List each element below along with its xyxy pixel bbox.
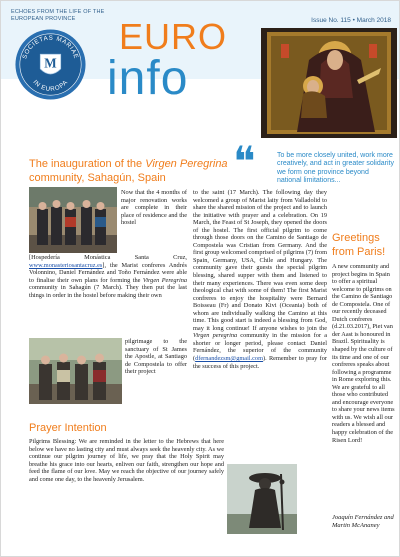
article-text-3: community in Sahagún (7 March). They then put the last things in order in the hostel before making their own xyxy=(29,284,187,299)
svg-text:IN EUROPA: IN EUROPA xyxy=(31,78,70,93)
madonna-icon-image xyxy=(261,28,397,138)
hostel-website-link[interactable]: www.monasteriosantacruz.es xyxy=(29,261,103,269)
svg-text:M: M xyxy=(44,55,57,71)
col2-text-1: to the saint (17 March). The following day they welcomed a group of Marist laity from Valladolid to share the shared mission of the project and to launch the initiative with prayer and a celebration. On 19 March, the Feast of St Joseph, they opened the doors of the hostel. The first official pilgrim to come through those doors on the Camino de Santiago de Compostela was Cristian from Germany. And the first group welcomed comprised of pilgrims (7) from Spain, Germany, USA, Chile and Hungary. The community gave their guests the special pilgrim blessing, shared supper with them and listened to their many experiences. There was even some deep theological chat with some of them! The first Marist confreres to enjoy the hospitality were Bernard Boisseau (Fr) and Donato Kivi (Oceania) both of whom are individually walking the Camino at this time. This good start is indeed a blessing from God, may it long continue! If anyone wishes to join the xyxy=(193,189,327,332)
editors-signature: Joaquín Fernández and Martin McAnaney xyxy=(332,514,394,529)
col2-text-2: community in the mission for a shorter or longer period, please contact Daniel Fernández, the superior of the community ( xyxy=(193,332,327,363)
pilgrims-photo xyxy=(29,338,122,404)
issue-number: Issue No. 115 • March 2018 xyxy=(311,17,391,24)
article-text-em: Virgen Peregrina xyxy=(142,276,187,284)
article-heading-em: Virgen Peregrina xyxy=(145,158,228,170)
article-text-2: ], the Marist confreres Andrés Volonnino, Daniel Fernández and Toño Fernández were able to finalise their own plans for forming the xyxy=(29,261,187,284)
prayer-heading: Prayer Intention xyxy=(29,422,107,434)
article-col2 xyxy=(193,189,327,370)
group-photo-community xyxy=(29,187,117,253)
pull-quote: To be more closely united, work more creatively, and act in greater solidarity we form one province beyond national limitations... xyxy=(277,152,394,185)
col2-text-em: Virgen peregrina xyxy=(193,332,238,340)
greetings-text: A new community and project begins in Spain to offer a spiritual welcome to pilgrims on the Camino de Santiago de Compostela. One of our recently deceased Dutch confreres (d.21.03.2017), Piet van der Aast is honoured in Brazil. Spirituality is shaped by the culture of its time and one of our confreres speaks about following a programme in Rome exploring this. We are grateful to all those who contributed and encourage everyone to share your news items with us. We wish all our readers a blessed and happy celebration of the Risen Lord! xyxy=(332,263,395,444)
article-col1-side: pilgrimage to the sanctuary of St James the Apostle, at Santiago de Compostela to offer their project xyxy=(125,338,187,376)
quote-mark-icon: ❝ xyxy=(233,137,256,186)
societas-mariae-seal-logo xyxy=(14,28,87,101)
svg-text:SOCIETAS MARIAE: SOCIETAS MARIAE xyxy=(21,34,80,60)
article-col1-mid xyxy=(29,254,187,299)
article-heading-post: community, Sahagún, Spain xyxy=(29,172,166,184)
article-text-1: [Hospedería Monástica Santa Cruz, xyxy=(29,254,187,261)
email-link[interactable]: dfernandezsm@gmail.com xyxy=(195,355,263,363)
greetings-heading: Greetings from Paris! xyxy=(332,232,386,258)
masthead-euro: EURO xyxy=(119,16,228,57)
masthead-info: info xyxy=(107,52,189,105)
article-col1-top: Now that the 4 months of major renovation works are complete in their place of residence and the hostel xyxy=(121,189,187,227)
echoes-tagline: ECHOES FROM THE LIFE OF THE EUROPEAN PROVINCE xyxy=(11,9,105,22)
article-heading xyxy=(29,157,244,185)
prayer-text: Pilgrims Blessing: We are reminded in the letter to the Hebrews that here below we have no lasting city and must always seek the heavenly city. As we continue our pilgrim journey of life, we pray that the Holy Spirit may breathe his grace into our hearts, enliven our faith, strengthen our hope and feed the flame of our love. May we reach the objective of our journey safely and come one day, to the heavenly Jerusalem. xyxy=(29,438,224,483)
col2-text-3: ). Remember to pray for the success of this project. xyxy=(193,355,327,370)
article-heading-pre: The inauguration of the xyxy=(29,158,146,170)
pilgrim-statue-image xyxy=(227,464,297,534)
